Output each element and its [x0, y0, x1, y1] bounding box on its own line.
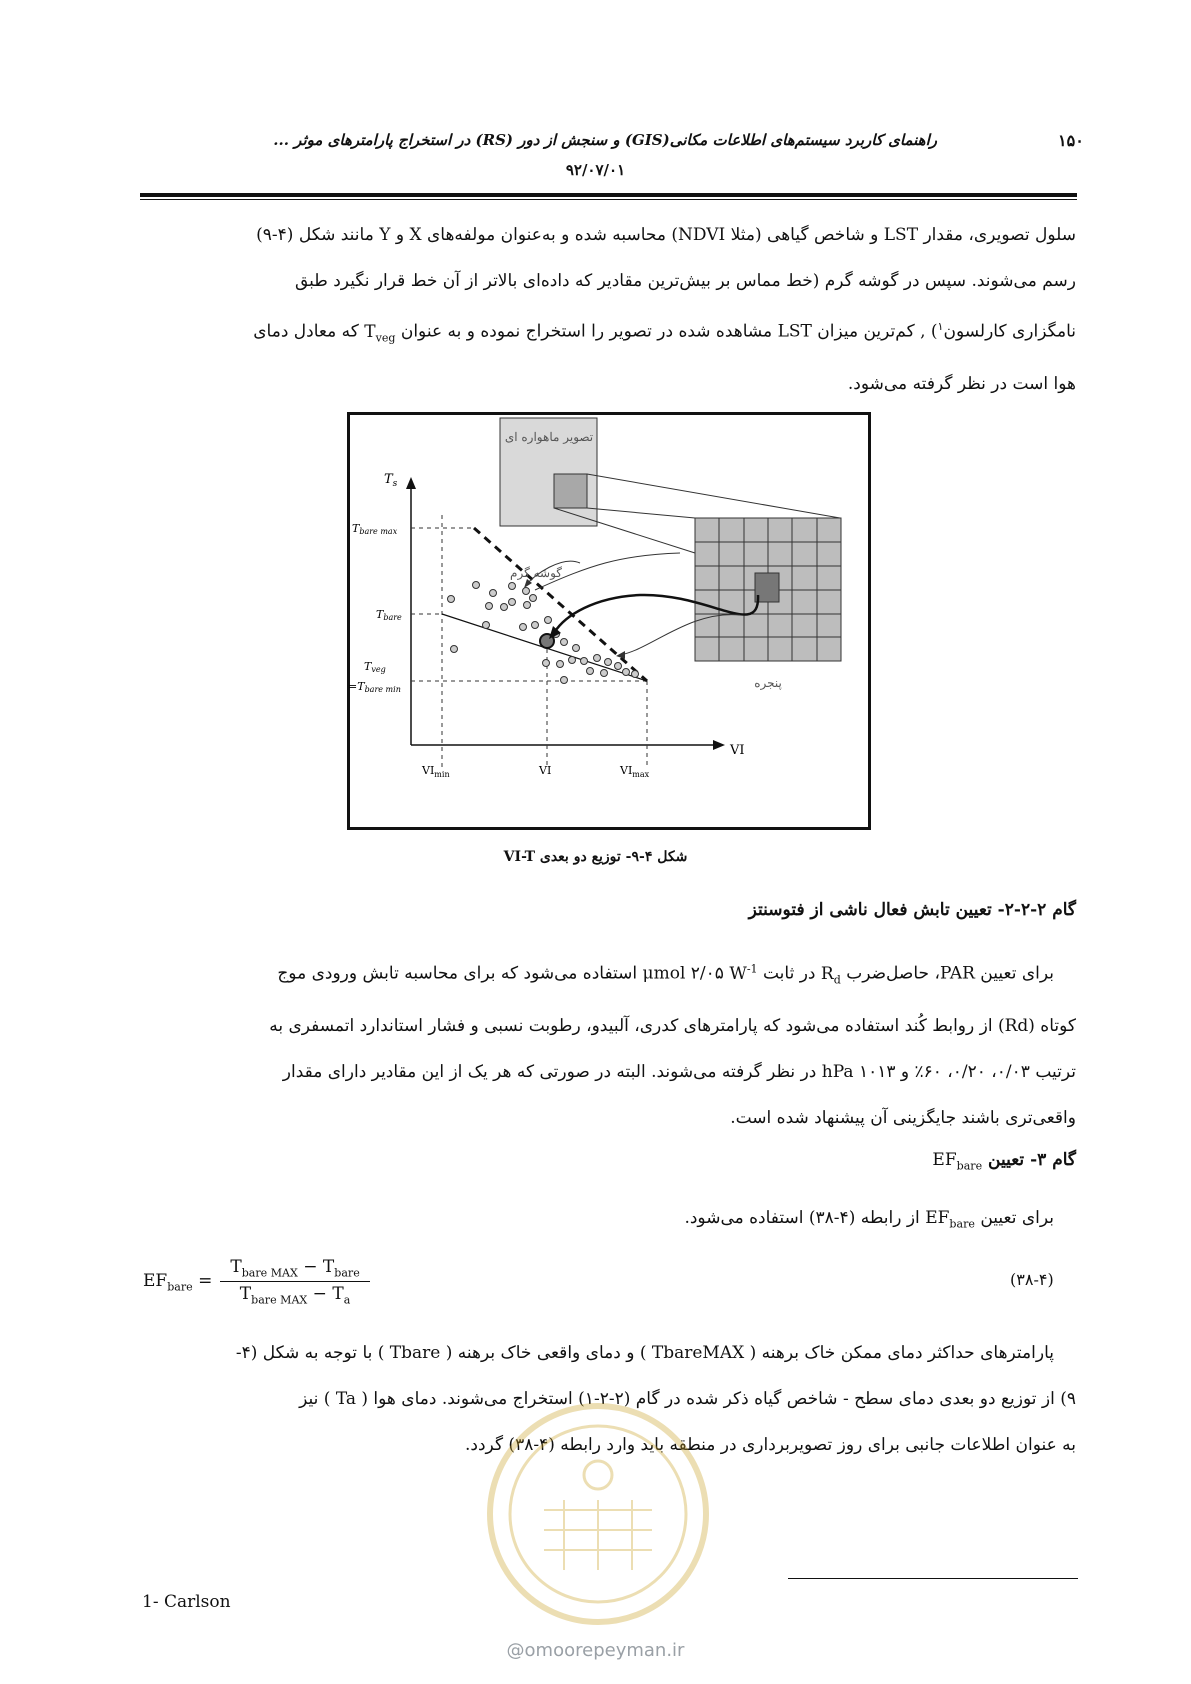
- tbare-min-label: =Tbare min: [348, 680, 401, 694]
- footnote-rule: [788, 1578, 1078, 1579]
- header-date: ۹۲/۰۷/۰۱: [565, 161, 626, 179]
- tveg-label: Tveg: [364, 660, 386, 674]
- header-rule-thick: [140, 193, 1077, 197]
- intro-line: رسم می‌شوند. سپس در گوشه گرم (خط مماس بر بیش‌ترین مقادیر که داده‌ای بالاتر از آن خط قرار نگیرد طبق: [295, 271, 1076, 291]
- equation-lhs: $EF_{bare}$ =: [143, 1270, 213, 1294]
- vi-min-label: $VI_{min}$: [422, 764, 450, 779]
- step2-paragraph: [138, 946, 1076, 1141]
- vi-axis-label: VI: [730, 743, 745, 758]
- equation-number: (۳۸-۴): [1010, 1270, 1054, 1289]
- warm-edge-line: [474, 528, 647, 681]
- pixel-window-grid: [695, 518, 841, 661]
- section-heading-step2: گام ۲-۲-۲- تعیین تابش فعال ناشی از فتوسنتز: [748, 900, 1076, 920]
- step3-line: پارامترهای حداکثر دمای ممکن خاک برهنه ( TbareMAX ) و دمای واقعی خاک برهنه ( Tbare ) با توجه به شکل (۴-: [235, 1343, 1054, 1363]
- figure-svg: [350, 415, 868, 827]
- step3-line: به عنوان اطلاعات جانبی برای روز تصویربرداری در منطقه باید وارد رابطه (۴-۳۸) گردد.: [465, 1435, 1076, 1455]
- equation-numerator: $T_{bare MAX} - T_{bare}$: [220, 1257, 369, 1282]
- running-header-title: راهنمای کاربرد سیستم‌های اطلاعات مکانی(GIS) و سنجش از دور (RS) در استخراج پارامترهای موثر ...: [273, 131, 937, 149]
- page-number: ۱۵۰: [1058, 131, 1084, 150]
- intro-line: نامگزاری کارلسون$^۱$) , کم‌ترین میزان LST مشاهده شده در تصویر را استخراج نموده و به عنوان $T_{veg}$ که معادل دمای: [253, 320, 1076, 345]
- figure-vi-t: [347, 412, 871, 830]
- equation-denominator: $T_{bare MAX} - T_a$: [239, 1284, 351, 1307]
- footnote: 1- Carlson: [142, 1592, 231, 1612]
- selected-pixel: [554, 474, 587, 508]
- vi-mid-label: VI: [539, 764, 552, 777]
- step2-line: برای تعیین PAR، حاصل‌ضرب $R_d$ در ثابت $W^{-1}$ μmol ۲/۰۵ استفاده می‌شود که برای محاسبه تابش ورودی موج: [277, 962, 1054, 987]
- hot-corner-label: گوشه گرم: [510, 566, 562, 580]
- seal-watermark-icon: [484, 1400, 712, 1628]
- vi-max-label: $VI_{max}$: [620, 764, 650, 779]
- window-label: پنجره: [754, 676, 782, 690]
- intro-line: هوا است در نظر گرفته می‌شود.: [847, 374, 1076, 395]
- step2-line: کوتاه (Rd) از روابط کُند استفاده می‌شود که پارامترهای کدری، آلبیدو، رطوبت نسبی و فشار استاندارد اتمسفری به: [269, 1016, 1076, 1037]
- site-watermark: @omoorepeyman.ir: [506, 1640, 685, 1661]
- equation-ef-bare: [142, 1257, 370, 1307]
- satellite-image-label: تصویر ماهواره ای: [504, 430, 594, 444]
- intro-line: سلول تصویری، مقدار LST و شاخص گیاهی (مثلا NDVI) محاسبه شده و به‌عنوان مولفه‌های X و Y مانند شکل (۴-۹): [256, 225, 1076, 245]
- section-heading-step3: گام ۳- تعیین $EF_{bare}$: [932, 1150, 1076, 1173]
- step2-line: ترتیب ۰/۰۳، ۰/۲۰، ۶۰٪ و ۱۰۱۳ hPa در نظر گرفته می‌شوند. البته در صورتی که هر یک از این مقادیر دارای مقدار: [282, 1062, 1076, 1083]
- figure-caption: شکل ۴-۹- توزیع دو بعدی VI-T: [503, 849, 688, 865]
- header-rule-thin: [140, 199, 1077, 200]
- step3-line: ۹) از توزیع دو بعدی دمای سطح - شاخص گیاه ذکر شده در گام (۲-۲-۱) استخراج می‌شوند. دمای هوا ( Ta ) نیز: [299, 1389, 1076, 1409]
- step3-intro: برای تعیین $EF_{bare}$ از رابطه (۴-۳۸) استفاده می‌شود.: [684, 1208, 1054, 1231]
- scatter-points: [448, 582, 639, 684]
- ts-axis-label: $T_s$: [384, 472, 398, 489]
- tbare-label: Tbare: [376, 608, 402, 622]
- tbare-max-label: Tbare max: [352, 522, 398, 536]
- intro-paragraph: [138, 212, 1076, 407]
- step2-line: واقعی‌تری باشند جایگزینی آن پیشنهاد شده است.: [730, 1108, 1076, 1129]
